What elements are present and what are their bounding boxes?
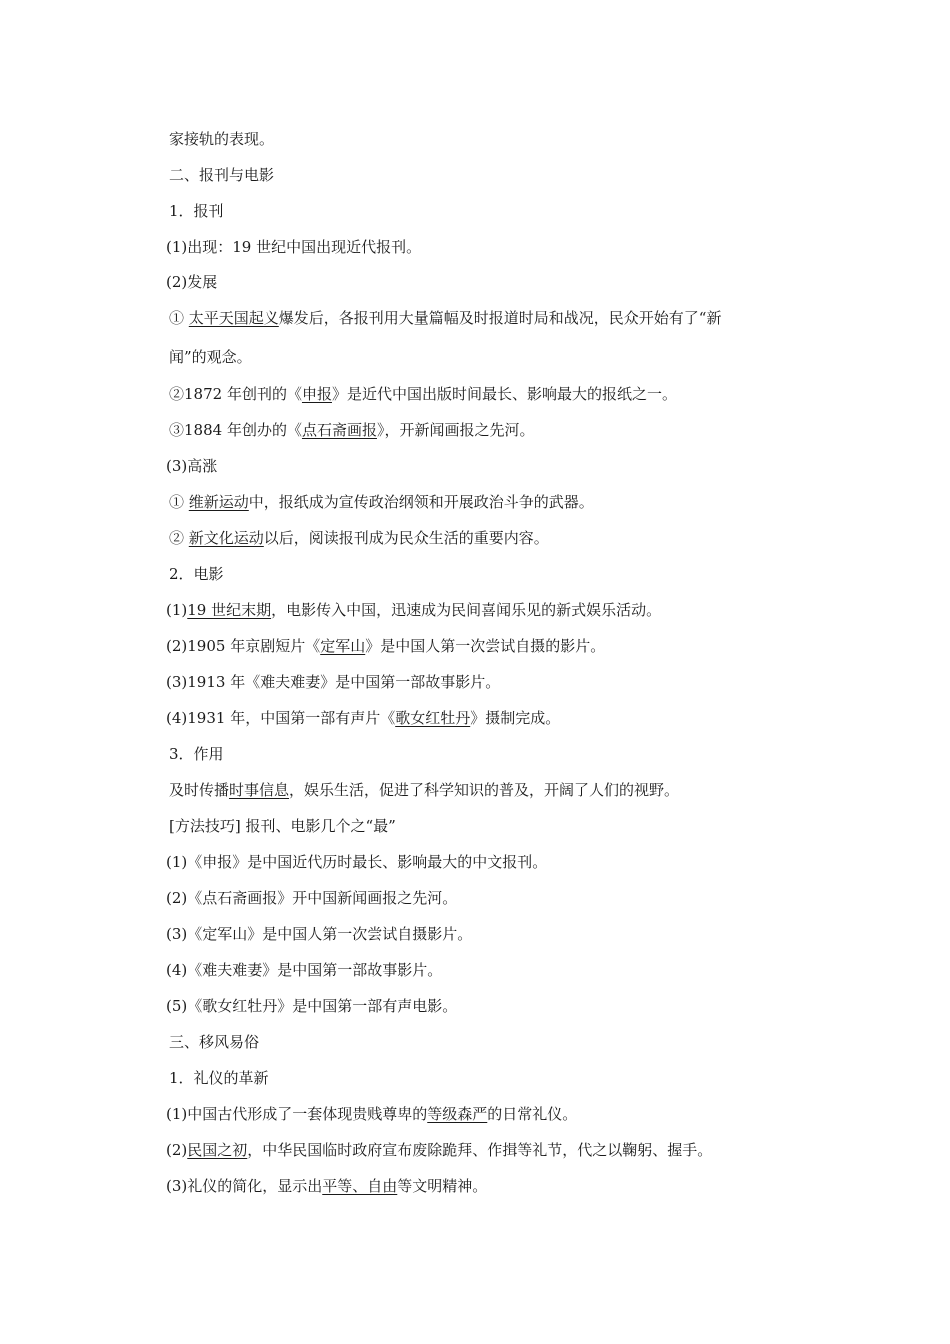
text-segment: 》，开新闻画报之先河。 [376,421,535,439]
text-line [169,347,829,367]
text-line [169,129,829,149]
text-segment: 1．礼仪的革新 [169,1069,269,1087]
text-line [166,672,826,692]
text-segment: ① [169,309,189,327]
text-line [166,1104,826,1124]
tip-heading [169,816,829,836]
text-line [169,780,829,800]
underlined-keyword: 民国之初 [187,1141,248,1159]
text-segment: (3)1913 年《难夫难妻》是中国第一部故事影片。 [166,673,501,691]
text-line [166,600,826,620]
text-segment: (4)《难夫难妻》是中国第一部故事影片。 [166,961,443,979]
text-segment: 》摄制完成。 [470,709,561,727]
section-heading [169,165,829,185]
text-segment: [方法技巧] 报刊、电影几个之“最” [169,817,396,835]
underlined-keyword: 点石斋画报 [301,421,377,439]
text-segment: 爆发后，各报刊用大量篇幅及时报道时局和战况，民众开始有了“新 [278,309,722,327]
text-segment: (1)出现：19 世纪中国出现近代报刊。 [166,238,422,256]
subsection-heading [169,744,829,764]
text-segment: 中，报纸成为宣传政治纲领和开展政治斗争的武器。 [248,493,594,511]
underlined-keyword: 太平天国起义 [188,309,279,327]
text-segment: (1)中国古代形成了一套体现贵贱尊卑的 [166,1105,428,1123]
text-segment: (1) [166,601,188,619]
subsection-heading [169,564,829,584]
subsection-heading [169,201,829,221]
text-segment: (4)1931 年，中国第一部有声片《 [166,709,396,727]
text-segment: 的日常礼仪。 [487,1105,578,1123]
text-segment: 以后，阅读报刊成为民众生活的重要内容。 [263,529,549,547]
text-line [166,960,826,980]
text-segment: (2)《点石斋画报》开中国新闻画报之先河。 [166,889,458,907]
text-segment: ，娱乐生活，促进了科学知识的普及，开阔了人们的视野。 [289,781,680,799]
text-line [166,852,826,872]
underlined-keyword: 新文化运动 [188,529,264,547]
text-segment: ，中华民国临时政府宣布废除跪拜、作揖等礼节，代之以鞠躬、握手。 [247,1141,713,1159]
text-segment: 等文明精神。 [397,1177,488,1195]
text-segment: 》是中国人第一次尝试自摄的影片。 [365,637,606,655]
text-segment: ②1872 年创刊的《 [169,385,302,403]
underlined-keyword: 平等、自由 [322,1177,398,1195]
text-segment: 1．报刊 [169,202,224,220]
text-line [169,384,829,404]
text-segment: 三、移风易俗 [169,1033,260,1051]
underlined-keyword: 时事信息 [229,781,290,799]
text-segment: (2)发展 [166,273,218,291]
text-segment: 》是近代中国出版时间最长、影响最大的报纸之一。 [331,385,677,403]
text-line [166,708,826,728]
text-line [166,888,826,908]
text-line [169,528,829,548]
text-line [169,420,829,440]
text-line [166,1176,826,1196]
text-segment: 二、报刊与电影 [169,166,275,184]
underlined-keyword: 维新运动 [188,493,249,511]
text-line [166,456,826,476]
text-segment: 家接轨的表现。 [169,130,275,148]
text-line [166,237,826,257]
underlined-keyword: 等级森严 [427,1105,488,1123]
text-segment: 闻”的观念。 [169,348,252,366]
text-segment: (2)1905 年京剧短片《 [166,637,321,655]
text-line [166,1140,826,1160]
text-segment: ③1884 年创办的《 [169,421,302,439]
text-line [166,636,826,656]
section-heading [169,1032,829,1052]
underlined-keyword: 19 世纪末期 [187,601,272,619]
text-segment: ① [169,493,189,511]
text-segment: (1)《申报》是中国近代历时最长、影响最大的中文报刊。 [166,853,548,871]
text-line [169,492,829,512]
text-segment: ② [169,529,189,547]
text-segment: (5)《歌女红牡丹》是中国第一部有声电影。 [166,997,458,1015]
subsection-heading [169,1068,829,1088]
text-segment: ，电影传入中国，迅速成为民间喜闻乐见的新式娱乐活动。 [271,601,662,619]
text-segment: (3)《定军山》是中国人第一次尝试自摄影片。 [166,925,473,943]
underlined-keyword: 申报 [301,385,332,403]
underlined-keyword: 歌女红牡丹 [395,709,471,727]
text-segment: (3)礼仪的简化，显示出 [166,1177,323,1195]
text-segment: 及时传播 [169,781,230,799]
text-line [169,308,829,328]
text-line [166,272,826,292]
text-segment: (2) [166,1141,188,1159]
text-line [166,996,826,1016]
text-segment: 3．作用 [169,745,224,763]
text-segment: (3)高涨 [166,457,218,475]
text-segment: 2．电影 [169,565,224,583]
underlined-keyword: 定军山 [320,637,366,655]
text-line [166,924,826,944]
